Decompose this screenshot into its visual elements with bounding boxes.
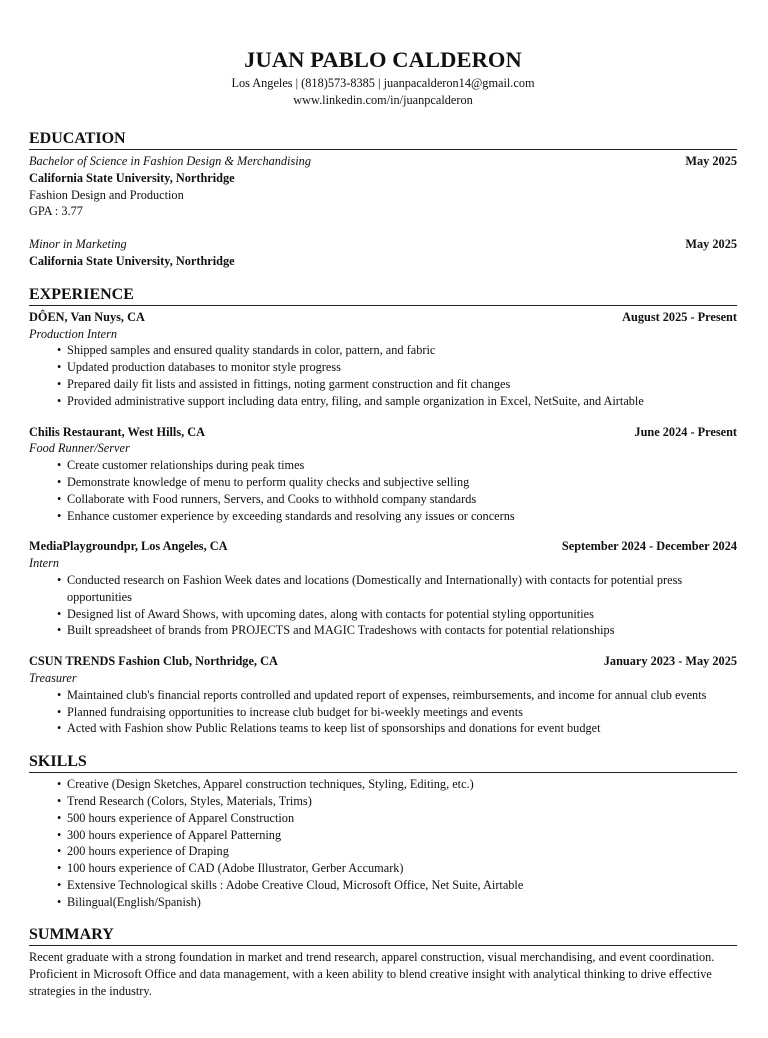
contact-line: Los Angeles | (818)573-8385 | juanpacalderon14@gmail.com <box>231 76 535 90</box>
list-item: • Designed list of Award Shows, with upcoming dates, along with contacts for potential styling opportunities <box>67 606 737 623</box>
list-item: • Demonstrate knowledge of menu to perform quality checks and subjective selling <box>67 474 737 491</box>
school-name: California State University, Northridge <box>29 253 235 268</box>
list-item: • Planned fundraising opportunities to increase club budget for bi-weekly meetings and events <box>67 704 737 721</box>
education-entry <box>29 236 737 270</box>
job-role: Food Runner/Server <box>29 441 130 456</box>
job-dates: September 2024 - December 2024 <box>561 539 737 554</box>
summary-text: Recent graduate with a strong foundation in market and trend research, apparel construction, visual merchandising, and event coordination. Proficient in Microsoft Office and data management, with a keen ability to blend creative insight with analytical thinking to drive effective strategies in the industry. <box>29 950 715 999</box>
summary-section <box>29 926 737 999</box>
job-dates: August 2025 - Present <box>622 309 737 324</box>
list-item: • Creative (Design Sketches, Apparel construction techniques, Styling, Editing, etc.) <box>67 776 737 793</box>
list-item: • Provided administrative support including data entry, filing, and sample organization in Excel, NetSuite, and Airtable <box>67 393 737 410</box>
job-entry <box>29 424 737 525</box>
experience-section <box>29 286 737 737</box>
job-bullets <box>29 572 737 639</box>
list-item: • 300 hours experience of Apparel Patterning <box>67 827 737 844</box>
list-item: • Collaborate with Food runners, Servers, and Cooks to withhold company standards <box>67 491 737 508</box>
gpa: GPA : 3.77 <box>29 204 83 219</box>
concentration: Fashion Design and Production <box>29 187 184 202</box>
list-item: • Conducted research on Fashion Week dates and locations (Domestically and Internationally) with contacts for potential press opportunities <box>67 572 737 606</box>
list-item: • Extensive Technological skills : Adobe Creative Cloud, Microsoft Office, Net Suite, Airtable <box>67 877 737 894</box>
graduation-date: May 2025 <box>685 237 737 252</box>
education-section <box>29 130 737 270</box>
linkedin-line: www.linkedin.com/in/juanpcalderon <box>293 92 473 107</box>
list-item: • Maintained club's financial reports controlled and updated report of expenses, reimbursements, and income for annual club events <box>67 687 737 704</box>
list-item: • Updated production databases to monitor style progress <box>67 359 737 376</box>
list-item: • Shipped samples and ensured quality standards in color, pattern, and fabric <box>67 342 737 359</box>
job-dates: January 2023 - May 2025 <box>603 654 737 669</box>
job-company: DÔEN, Van Nuys, CA <box>29 309 145 324</box>
education-entry <box>29 153 737 220</box>
list-item: • Enhance customer experience by exceeding standards and resolving any issues or concerns <box>67 508 737 525</box>
job-bullets <box>29 687 737 737</box>
job-bullets <box>29 342 737 409</box>
job-company: CSUN TRENDS Fashion Club, Northridge, CA <box>29 654 278 669</box>
skills-section <box>29 753 737 910</box>
degree-title: Bachelor of Science in Fashion Design & Merchandising <box>29 154 311 168</box>
experience-heading: EXPERIENCE <box>29 286 737 306</box>
list-item: • Bilingual(English/Spanish) <box>67 894 737 911</box>
job-role: Intern <box>29 556 60 571</box>
job-company: Chilis Restaurant, West Hills, CA <box>29 424 206 439</box>
list-item: • Create customer relationships during peak times <box>67 457 737 474</box>
list-item: • Acted with Fashion show Public Relations teams to keep list of sponsorships and donations for event budget <box>67 720 737 737</box>
degree-title: Minor in Marketing <box>29 237 127 252</box>
skills-heading: SKILLS <box>29 753 737 773</box>
list-item: • Prepared daily fit lists and assisted in fittings, noting garment construction and fit changes <box>67 376 737 393</box>
resume-page <box>29 0 737 1000</box>
list-item: • 200 hours experience of Draping <box>67 843 737 860</box>
job-role: Production Intern <box>29 326 117 341</box>
skills-list <box>29 776 737 910</box>
resume-header <box>29 0 737 108</box>
graduation-date: May 2025 <box>685 154 737 168</box>
job-entry <box>29 538 737 639</box>
education-heading: EDUCATION <box>29 130 737 150</box>
summary-heading: SUMMARY <box>29 926 737 946</box>
candidate-name: JUAN PABLO CALDERON <box>244 47 522 72</box>
list-item: • 100 hours experience of CAD (Adobe Illustrator, Gerber Accumark) <box>67 860 737 877</box>
job-company: MediaPlaygroundpr, Los Angeles, CA <box>29 539 228 554</box>
job-bullets <box>29 457 737 524</box>
job-role: Treasurer <box>29 670 77 685</box>
job-entry <box>29 653 737 737</box>
list-item: • 500 hours experience of Apparel Construction <box>67 810 737 827</box>
job-entry <box>29 309 737 410</box>
list-item: • Trend Research (Colors, Styles, Materials, Trims) <box>67 793 737 810</box>
list-item: • Built spreadsheet of brands from PROJECTS and MAGIC Tradeshows with contacts for potential relationships <box>67 622 737 639</box>
job-dates: June 2024 - Present <box>634 424 737 439</box>
school-name: California State University, Northridge <box>29 170 235 185</box>
